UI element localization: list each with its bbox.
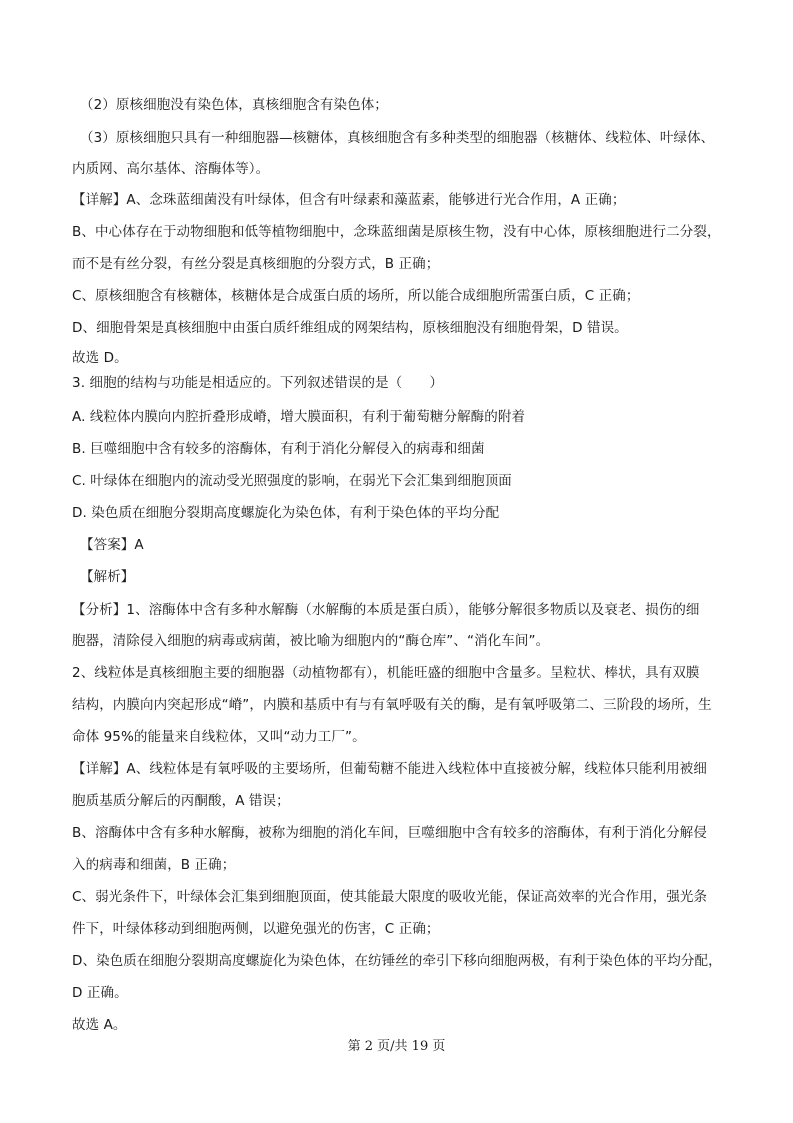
page-footer: 第 2 页/共 19 页 xyxy=(347,1039,446,1054)
q2-detail-b: B、中心体存在于动物细胞和低等植物细胞中，念珠蓝细菌是原核生物，没有中心体，原核细胞进行二分裂， xyxy=(72,224,721,240)
q3-analysis-2-cont: 结构，内膜向内突起形成“嵴”，内膜和基质中有与有氧呼吸有关的酶，是有氧呼吸第二、三阶段的场所，生 xyxy=(72,697,712,713)
q3-analysis-heading: 【解析】 xyxy=(80,569,135,585)
q3-option-b: B. 巨噬细胞中含有较多的溶酶体，有利于消化分解侵入的病毒和细菌 xyxy=(72,441,485,457)
q3-detail-c: C、弱光条件下，叶绿体会汇集到细胞顶面，使其能最大限度的吸收光能，保证高效率的光合作用，强光条 xyxy=(72,889,708,905)
q3-option-a: A. 线粒体内膜向内腔折叠形成嵴，增大膜面积，有利于葡萄糖分解酶的附着 xyxy=(72,409,526,425)
q3-detail-b-cont: 入的病毒和细菌，B 正确； xyxy=(72,857,236,873)
answer-point-3: （3）原核细胞只具有一种细胞器—核糖体，真核细胞含有多种类型的细胞器（核糖体、线粒体、叶绿体、 xyxy=(80,130,715,146)
q2-detail-a: 【详解】A、念珠蓝细菌没有叶绿体，但含有叶绿素和藻蓝素，能够进行光合作用，A 正确； xyxy=(72,192,626,208)
q3-analysis-2-end: 命体 95%的能量来自线粒体，又叫“动力工厂”。 xyxy=(72,729,366,745)
q3-analysis-1: 【分析】1、溶酶体中含有多种水解酶（水解酶的本质是蛋白质），能够分解很多物质以及衰老、损伤的细 xyxy=(72,602,700,618)
q3-detail-a-cont: 胞质基质分解后的丙酮酸，A 错误； xyxy=(72,793,290,809)
q3-answer: 【答案】A xyxy=(80,537,144,553)
answer-point-3-cont: 内质网、高尔基体、溶酶体等）。 xyxy=(72,161,270,177)
q3-analysis-2: 2、线粒体是真核细胞主要的细胞器（动植物都有），机能旺盛的细胞中含量多。呈粒状、棒状，具有双膜 xyxy=(72,665,700,681)
q3-analysis-1-cont: 胞器，清除侵入细胞的病毒或病菌，被比喻为细胞内的“酶仓库”、“消化车间”。 xyxy=(72,633,550,649)
q2-detail-c: C、原核细胞含有核糖体，核糖体是合成蛋白质的场所，所以能合成细胞所需蛋白质，C 正确； xyxy=(72,288,640,304)
q3-option-c: C. 叶绿体在细胞内的流动受光照强度的影响，在弱光下会汇集到细胞顶面 xyxy=(72,473,512,489)
q3-detail-b: B、溶酶体中含有多种水解酶，被称为细胞的消化车间，巨噬细胞中含有较多的溶酶体，有利于消化分解侵 xyxy=(72,825,707,841)
q3-detail-a: 【详解】A、线粒体是有氧呼吸的主要场所，但葡萄糖不能进入线粒体中直接被分解，线粒体只能利用被细 xyxy=(72,761,707,777)
q2-detail-d: D、细胞骨架是真核细胞中由蛋白质纤维组成的网架结构，原核细胞没有细胞骨架，D 错误。 xyxy=(72,320,628,336)
q3-detail-c-cont: 件下，叶绿体移动到细胞两侧，以避免强光的伤害，C 正确； xyxy=(72,921,440,937)
q2-choice: 故选 D。 xyxy=(72,350,128,366)
answer-point-2: （2）原核细胞没有染色体，真核细胞含有染色体； xyxy=(80,97,388,113)
question-3-stem: 3. 细胞的结构与功能是相适应的。下列叙述错误的是（ ） xyxy=(72,375,444,391)
q2-detail-b-cont: 而不是有丝分裂，有丝分裂是真核细胞的分裂方式，B 正确； xyxy=(72,256,440,272)
q3-detail-d-cont: D 正确。 xyxy=(72,985,128,1001)
q3-option-d: D. 染色质在细胞分裂期高度螺旋化为染色体，有利于染色体的平均分配 xyxy=(72,505,500,521)
q3-choice: 故选 A。 xyxy=(72,1017,127,1033)
q3-detail-d: D、染色质在细胞分裂期高度螺旋化为染色体，在纺锤丝的牵引下移向细胞两极，有利于染色体的平均分配， xyxy=(72,953,722,969)
